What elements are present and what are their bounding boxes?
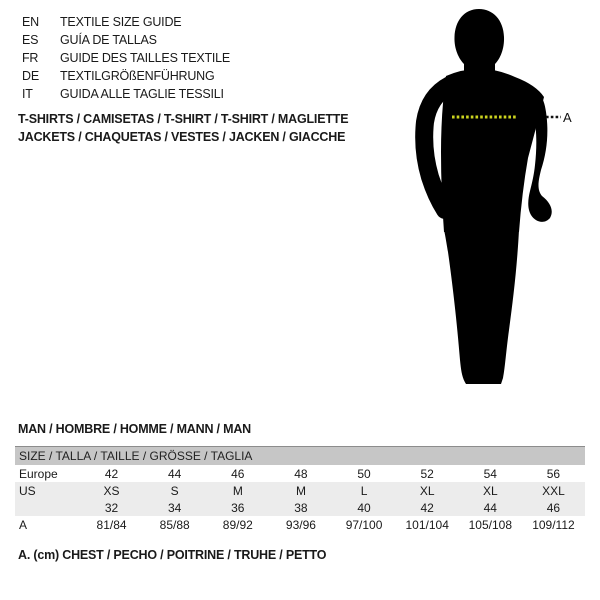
- size-table-header-row: [15, 447, 585, 466]
- size-cell: M: [206, 482, 269, 499]
- size-cell: 50: [357, 466, 371, 481]
- size-cell: 101/104: [405, 517, 449, 532]
- language-label: GUIDA ALLE TAGLIE TESSILI: [60, 87, 224, 101]
- size-cell: 40: [333, 499, 396, 516]
- size-table-header: SIZE / TALLA / TAILLE / GRÖSSE / TAGLIA: [15, 447, 585, 466]
- size-cell: XS: [80, 482, 143, 499]
- size-cell: 56: [546, 466, 561, 481]
- row-label: A: [19, 517, 28, 532]
- size-cell: 44: [459, 499, 522, 516]
- size-cell: 36: [206, 499, 269, 516]
- product-category-line: JACKETS / CHAQUETAS / VESTES / JACKEN / GIACCHE: [18, 130, 346, 144]
- size-table-body: [15, 465, 585, 533]
- size-cell: 105/108: [468, 517, 512, 532]
- measurement-footnote: A. (cm) CHEST / PECHO / POITRINE / TRUHE / PETTO: [18, 548, 327, 562]
- size-cell: 44: [168, 466, 182, 481]
- man-silhouette: [424, 9, 552, 384]
- table-row: [15, 482, 585, 499]
- size-cell: S: [143, 482, 206, 499]
- table-row: [15, 465, 585, 482]
- row-label: Europe: [19, 466, 58, 481]
- language-label: GUÍA DE TALLAS: [60, 33, 157, 47]
- size-table: [15, 446, 585, 533]
- table-row: [15, 499, 585, 516]
- size-cell: 93/96: [285, 517, 316, 532]
- language-label: TEXTILGRÖßENFÜHRUNG: [60, 69, 215, 83]
- size-cell: 85/88: [159, 517, 190, 532]
- size-cell: 97/100: [345, 517, 383, 532]
- size-cell: 54: [483, 466, 497, 481]
- table-row: [15, 516, 585, 533]
- row-label: [15, 499, 80, 516]
- language-code: FR: [22, 51, 39, 65]
- size-cell: 42: [396, 499, 459, 516]
- size-cell: 32: [80, 499, 143, 516]
- language-code: DE: [22, 69, 39, 83]
- size-cell: 34: [143, 499, 206, 516]
- language-label: GUIDE DES TAILLES TEXTILE: [60, 51, 231, 65]
- size-cell: 46: [231, 466, 245, 481]
- language-label: TEXTILE SIZE GUIDE: [60, 15, 182, 29]
- size-cell: 38: [269, 499, 332, 516]
- language-code: IT: [22, 87, 33, 101]
- size-cell: 52: [420, 466, 434, 481]
- size-cell: XXL: [522, 482, 585, 499]
- product-category-line: T-SHIRTS / CAMISETAS / T-SHIRT / T-SHIRT / MAGLIETTE: [18, 112, 349, 126]
- size-cell: 81/84: [96, 517, 127, 532]
- size-cell: 89/92: [222, 517, 253, 532]
- size-cell: 46: [522, 499, 585, 516]
- size-cell: 48: [294, 466, 308, 481]
- size-cell: 109/112: [532, 517, 575, 532]
- size-cell: XL: [396, 482, 459, 499]
- size-cell: M: [269, 482, 332, 499]
- size-cell: 42: [104, 466, 119, 481]
- size-cell: L: [333, 482, 396, 499]
- legs: [444, 230, 519, 384]
- section-title: MAN / HOMBRE / HOMME / MANN / MAN: [18, 422, 251, 436]
- measure-label: A: [563, 110, 572, 125]
- size-cell: XL: [459, 482, 522, 499]
- row-label: US: [15, 482, 80, 499]
- language-code: EN: [22, 15, 39, 29]
- language-code: ES: [22, 33, 39, 47]
